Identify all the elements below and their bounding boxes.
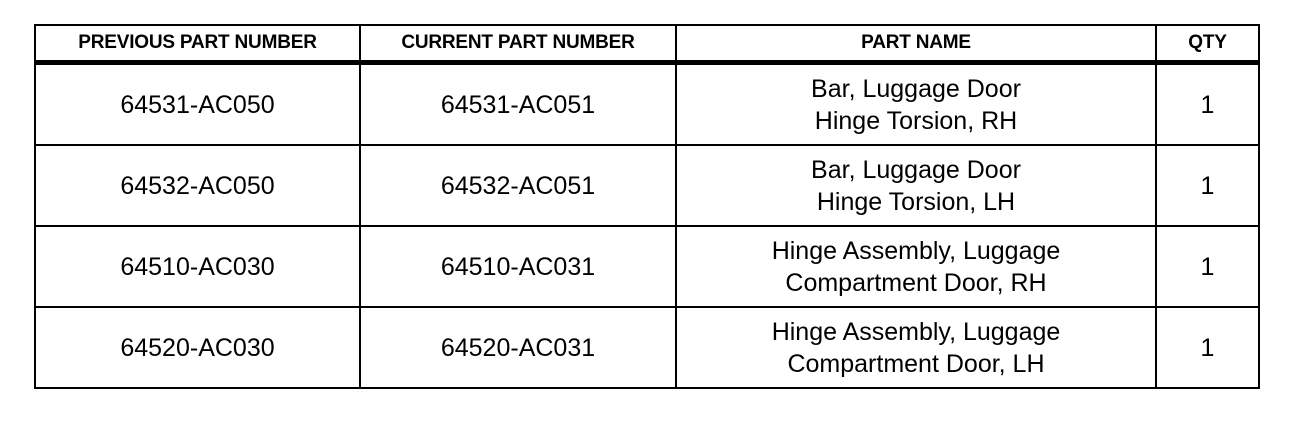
part-name-line2: Hinge Torsion, LH: [816, 187, 1016, 216]
part-name-line2: Hinge Torsion, RH: [814, 106, 1018, 135]
header-previous-part-number: PREVIOUS PART NUMBER: [35, 25, 360, 63]
previous-part-number-cell: 64531-AC050: [35, 63, 360, 146]
part-name-cell: [676, 226, 1156, 307]
parts-table: [34, 24, 1260, 389]
current-part-number-cell: 64532-AC051: [360, 145, 676, 226]
qty-cell: 1: [1156, 307, 1259, 388]
qty-cell: 1: [1156, 226, 1259, 307]
previous-part-number-cell: 64520-AC030: [35, 307, 360, 388]
part-name-line1: Hinge Assembly, Luggage: [771, 236, 1061, 265]
current-part-number-cell: 64520-AC031: [360, 307, 676, 388]
table-row: [35, 226, 1259, 307]
previous-part-number-cell: 64532-AC050: [35, 145, 360, 226]
part-name-cell: [676, 307, 1156, 388]
part-name-cell: [676, 145, 1156, 226]
header-part-name: PART NAME: [676, 25, 1156, 63]
part-name-line1: Bar, Luggage Door: [811, 155, 1021, 184]
current-part-number-cell: 64510-AC031: [360, 226, 676, 307]
part-name-line1: Hinge Assembly, Luggage: [771, 317, 1061, 346]
table-row: [35, 307, 1259, 388]
table-row: [35, 63, 1259, 146]
table-row: [35, 145, 1259, 226]
header-qty: QTY: [1156, 25, 1259, 63]
part-name-cell: [676, 63, 1156, 146]
qty-cell: 1: [1156, 63, 1259, 146]
header-row: [35, 25, 1259, 63]
part-name-line2: Compartment Door, LH: [787, 349, 1045, 378]
part-name-line1: Bar, Luggage Door: [811, 74, 1021, 103]
current-part-number-cell: 64531-AC051: [360, 63, 676, 146]
previous-part-number-cell: 64510-AC030: [35, 226, 360, 307]
header-current-part-number: CURRENT PART NUMBER: [360, 25, 676, 63]
qty-cell: 1: [1156, 145, 1259, 226]
part-name-line2: Compartment Door, RH: [785, 268, 1047, 297]
